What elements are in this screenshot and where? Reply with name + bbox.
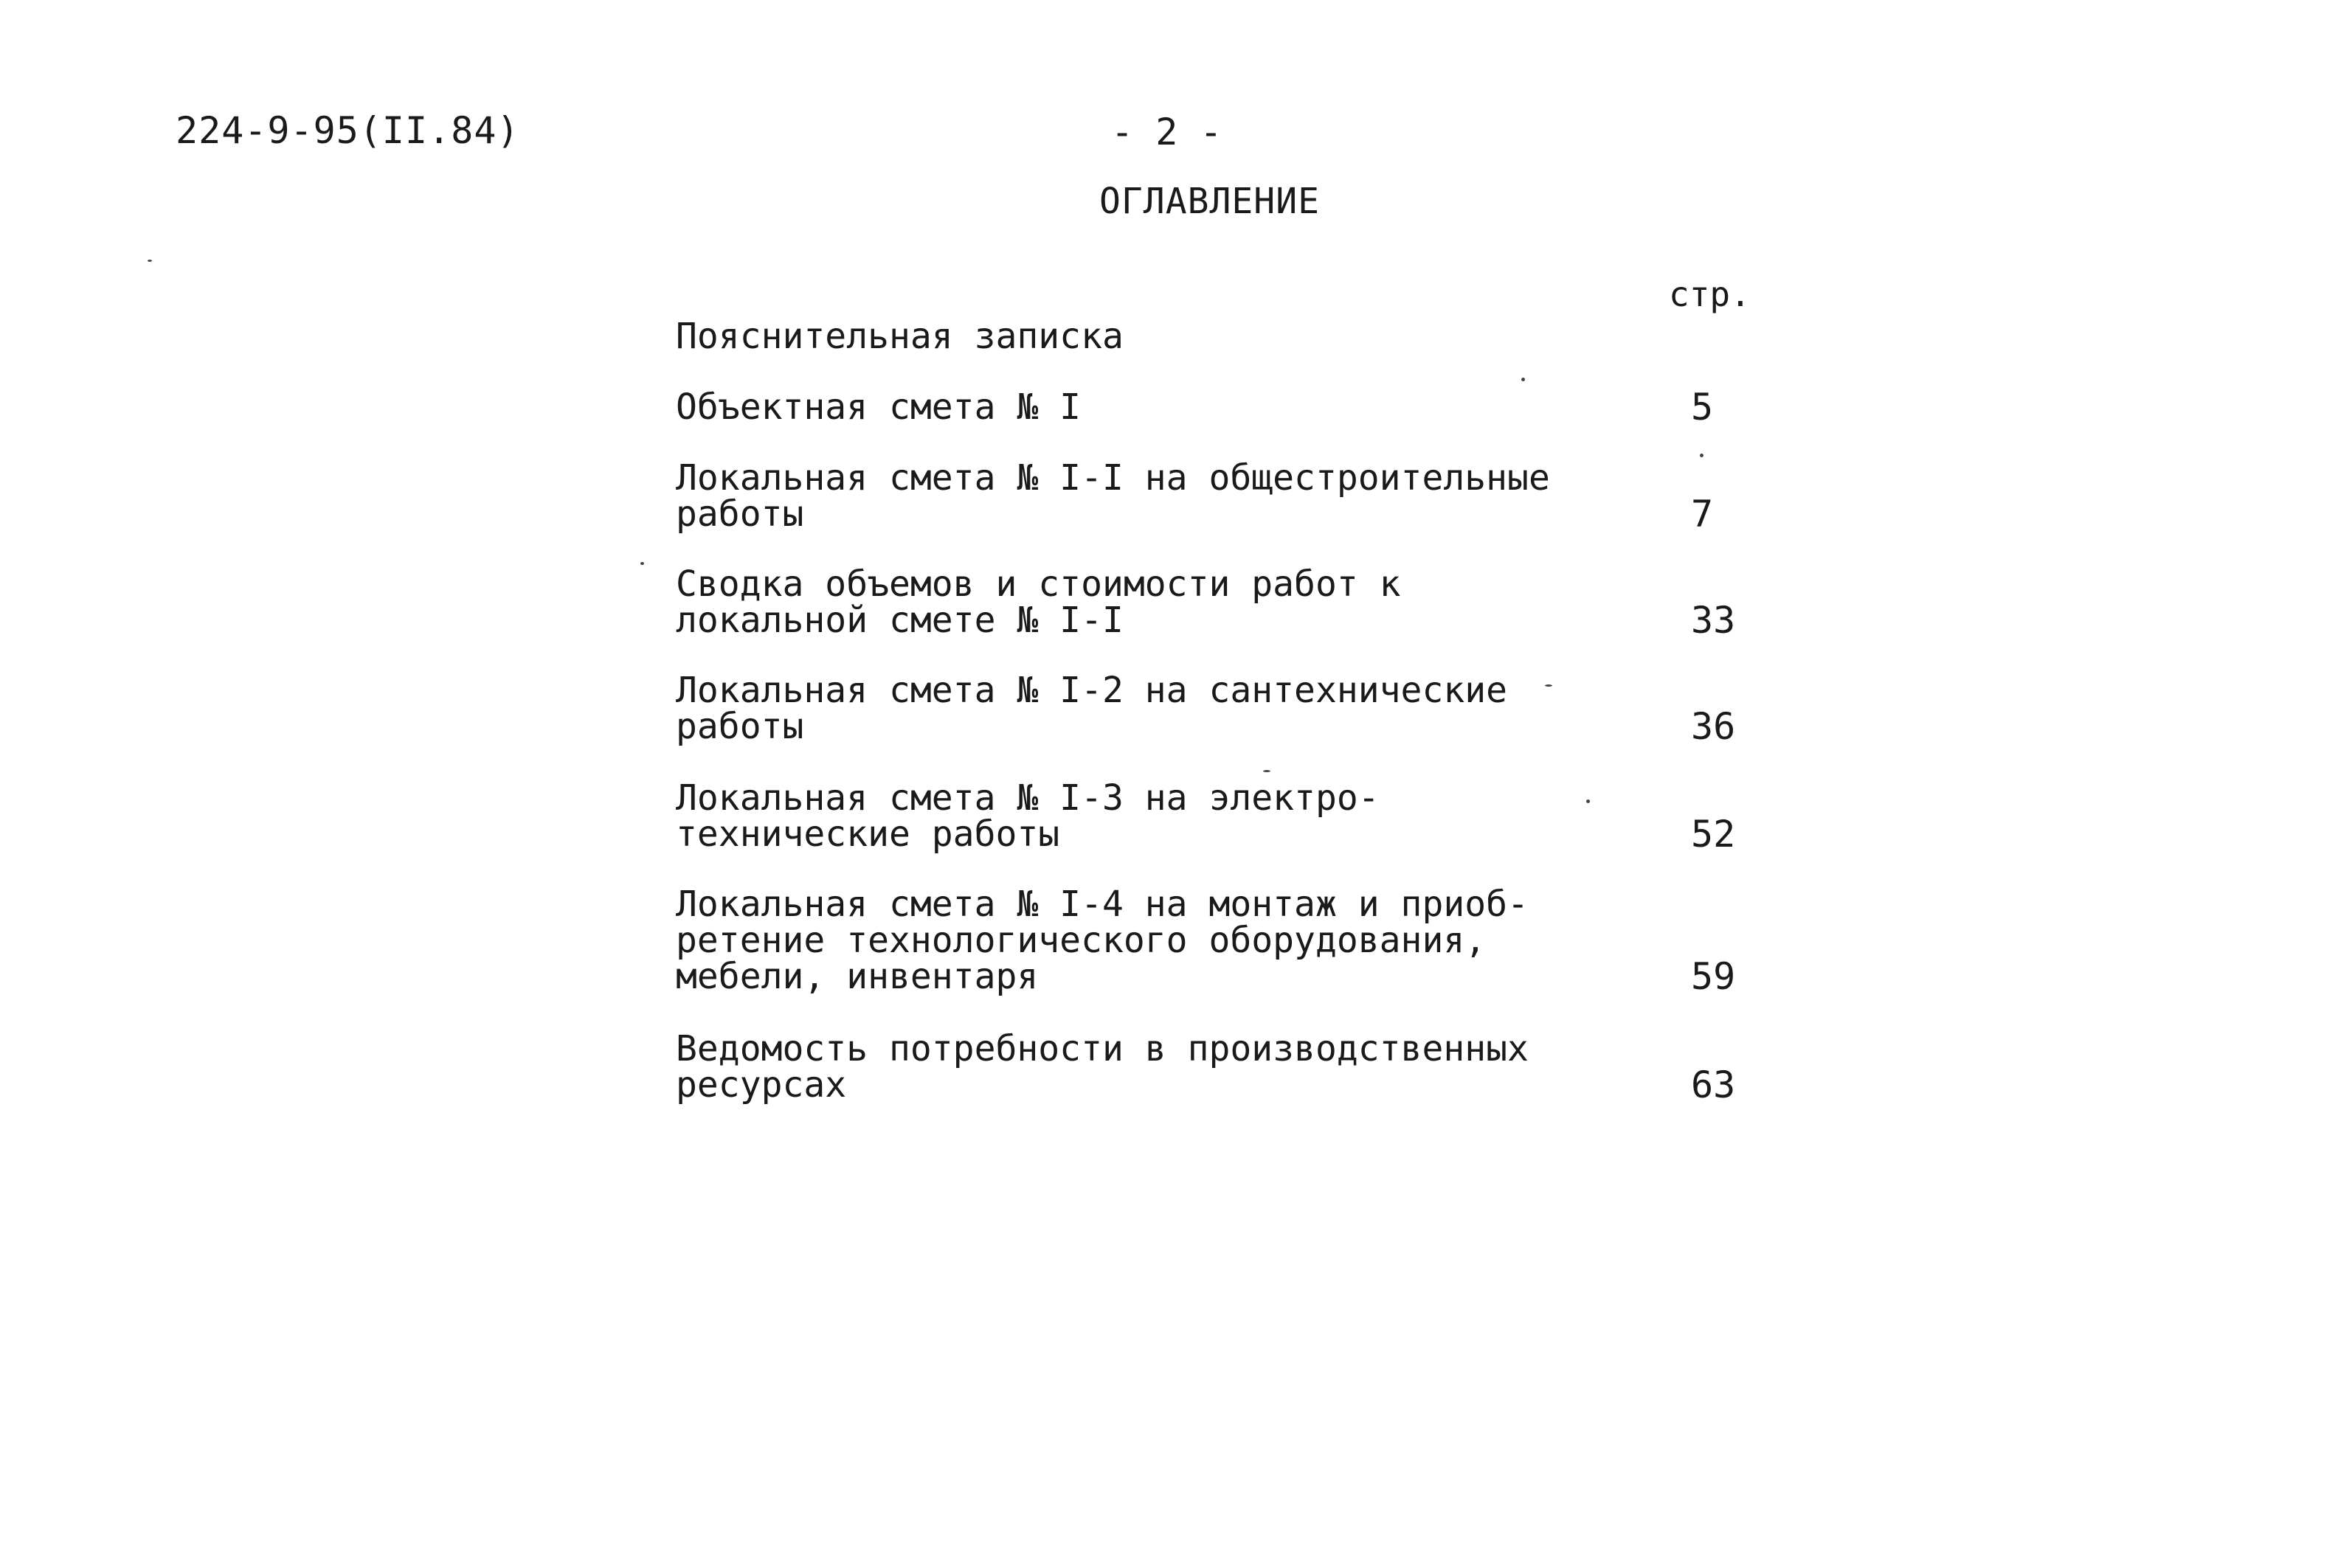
scan-speck <box>1700 454 1704 457</box>
scan-speck <box>1521 378 1525 381</box>
page-column-label: стр. <box>1669 274 1751 314</box>
toc-title: ОГЛАВЛЕНИЕ <box>1099 181 1320 222</box>
toc-entry-page: 7 <box>1691 493 1714 535</box>
toc-entry-page: 5 <box>1691 386 1714 429</box>
toc-entry-title: Объектная смета № I <box>676 386 1082 428</box>
toc-entry-page: 36 <box>1691 705 1736 748</box>
toc-entry-title: Локальная смета № I-2 на сантехнические работы <box>676 670 1508 747</box>
document-code: 224-9-95(II.84) <box>176 109 520 152</box>
scan-speck <box>148 260 152 262</box>
scan-speck <box>1545 684 1552 687</box>
toc-entry-page: 63 <box>1691 1064 1736 1106</box>
toc-entry-title: Локальная смета № I-3 на электро- технические работы <box>676 777 1380 855</box>
toc-entry-page: 52 <box>1691 813 1736 856</box>
toc-entry-title: Локальная смета № I-I на общестроительные работы <box>676 457 1550 535</box>
toc-entry-title: Локальная смета № I-4 на монтаж и приоб- ретение технологического оборудования, мебели, инвентаря <box>676 884 1529 997</box>
toc-entry-page: 59 <box>1691 955 1736 998</box>
toc-entry-title: Пояснительная записка <box>676 316 1124 357</box>
scan-speck <box>1263 770 1270 772</box>
toc-entry-page: 33 <box>1691 599 1736 642</box>
toc-entry-title: Ведомость потребности в производственных ресурсах <box>676 1028 1529 1106</box>
scan-speck <box>1586 799 1590 803</box>
page-number: - 2 - <box>1111 111 1222 153</box>
scan-speck <box>640 562 644 565</box>
toc-entry-title: Сводка объемов и стоимости работ к локальной смете № I-I <box>676 563 1401 641</box>
